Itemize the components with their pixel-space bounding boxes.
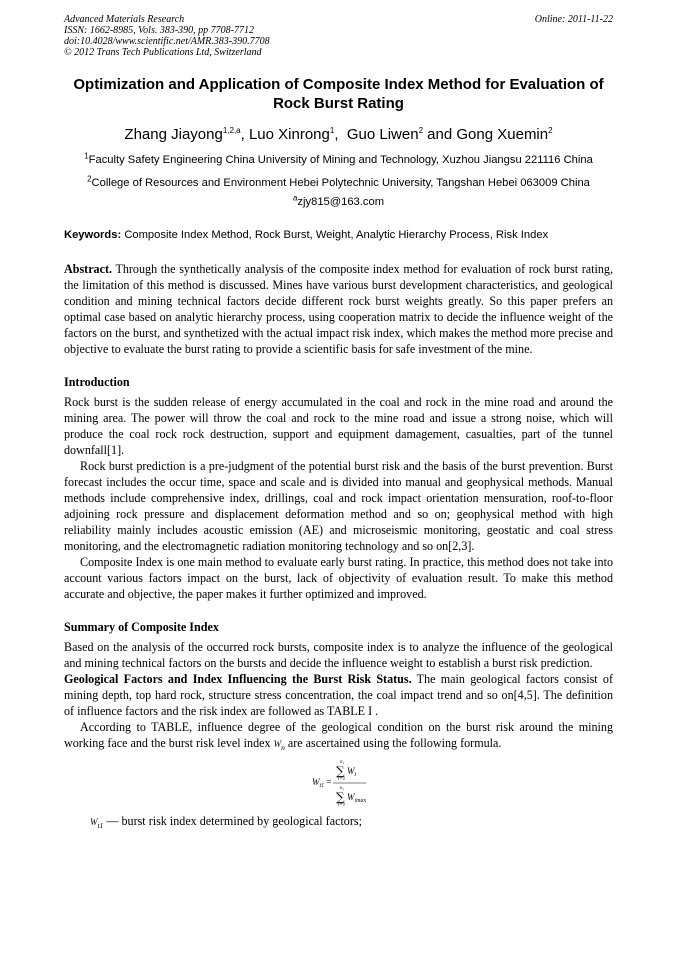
geological-factors-label: Geological Factors and Index Influencing the Burst Risk Status.: [64, 672, 412, 686]
journal-header: [64, 14, 613, 58]
paper-page: [64, 14, 613, 830]
author-sup: 1,2,a: [222, 126, 241, 135]
formula-num-var: $W_i$: [347, 765, 357, 778]
risk-index-formula: [64, 758, 613, 808]
affiliation-text: Faculty Safety Engineering China University of Mining and Technology, Xuzhou Jiangsu 221116 China: [88, 154, 593, 166]
formula-den-sum-bot: i=1: [338, 802, 346, 808]
p3-text-after: are ascertained using the following formula.: [284, 736, 502, 750]
formula-den-sigma: ∑: [336, 789, 345, 804]
author-name: Luo Xinrong: [248, 126, 330, 143]
author-sup: 2: [548, 126, 553, 135]
copyright-line: © 2012 Trans Tech Publications Ltd, Switzerland: [64, 47, 262, 58]
geological-factors-text: The main geological factors consist of mining depth, top hard rock, structure stress concentration, the coal impact trend and so on[4,5]. The definition of influence factors and the risk index are followed as TABLE I .: [64, 672, 613, 718]
formula-num-sum-top: n₁: [340, 759, 345, 765]
abstract-text: Through the synthetically analysis of the composite index method for evaluation of rock burst rating, the limitation of this method is discussed. Mines have various burst development characteristics, and geological condition and mining technical factors decide different rock burst weights greatly. So this paper prefers an optimal case based on analytic hierarchy process, using cooperation matrix to decide the influence weight of the factors on the burst, and synthetized with the actual impact risk index, which makes the method more precise and objective to evaluate the burst rating to provide a scientific basis for safe investment of the mine.: [64, 262, 613, 356]
formula-den-sum-top: n₁: [340, 785, 345, 791]
wt1-definition: [64, 814, 613, 830]
affiliation-2: [64, 176, 613, 190]
summary-paragraph-3: [64, 719, 613, 756]
intro-paragraph-1: Rock burst is the sudden release of energy accumulated in the coal and rock in the mine road and around the mining area. The power will throw the coal and rock to the mine road and issue a strong noise, which will produce the coal rock rock destruction, support and equipment damagement, casualties, part of the tunnel downfall[1].: [64, 395, 613, 457]
wt1-definition-text: — burst risk index determined by geological factors;: [103, 813, 362, 828]
paper-title: Optimization and Application of Composite Index Method for Evaluation of Rock Burst Rating: [73, 76, 604, 112]
author-sep: ,: [240, 126, 249, 143]
email-sup: a: [292, 193, 298, 203]
intro-paragraph-2: Rock burst prediction is a pre-judgment of the potential burst risk and the basis of the burst prevention. Burst forecast includes the occur time, space and scale and is divided into manual and geophysical methods. Manual methods include comprehensive index, drillings, coal and rock impact orientation mensuration, roof-to-floor adjoining rock pressure and displacement deformation method and so on; geophysical method with high reliability mainly includes acoustic emission (AE) and microseismic monitoring, geostatic and coal stress monitoring, and the electromagnetic radiation monitoring technology and so on[2,3].: [64, 459, 613, 553]
keywords: [64, 229, 613, 241]
author-name: Guo Liwen: [346, 126, 419, 143]
author-email: [64, 193, 613, 208]
author-sup: 1: [329, 126, 335, 135]
author-sep: ,: [334, 126, 347, 143]
keywords-text: Composite Index Method, Rock Burst, Weight, Analytic Hierarchy Process, Risk Index: [124, 229, 549, 241]
issn-line: ISSN: 1662-8985, Vols. 383-390, pp 7708-7712: [64, 25, 254, 36]
formula-graphic: [64, 758, 613, 808]
introduction-heading: Introduction: [64, 375, 130, 389]
wn-variable: $W_n$: [273, 739, 285, 752]
author-sup: 2: [418, 126, 424, 135]
summary-paragraph-2: [64, 671, 613, 719]
affiliation-text: College of Resources and Environment Hebei Polytechnic University, Tangshan Hebei 063009 China: [91, 177, 590, 189]
affiliation-sup: 1: [84, 151, 89, 161]
affiliation-sup: 2: [87, 174, 92, 184]
abstract-label: Abstract.: [64, 262, 113, 276]
journal-name: Advanced Materials Research: [64, 14, 185, 25]
formula-num-sigma: ∑: [336, 763, 345, 778]
summary-heading: Summary of Composite Index: [64, 620, 219, 634]
wt1-variable: $W_{t1}$: [90, 816, 104, 830]
author-sep: and: [423, 126, 457, 143]
abstract: [64, 261, 613, 357]
author-name: Gong Xuemin: [456, 126, 549, 143]
affiliation-1: [64, 153, 613, 167]
keywords-label: Keywords:: [64, 229, 122, 241]
doi-line: doi:10.4028/www.scientific.net/AMR.383-390.7708: [64, 36, 270, 47]
intro-paragraph-3: Composite Index is one main method to evaluate early burst rating. In practice, this method does not take into account various factors impact on the burst, lack of objectivity of evaluation result. To make this method accurate and objective, the paper makes it further optimized and improved.: [64, 555, 613, 601]
formula-den-var: $W_{imax}$: [347, 791, 367, 804]
author-name: Zhang Jiayong: [124, 126, 223, 143]
p3-text-before: According to TABLE, influence degree of the geological condition on the burst risk around the mining working face and the burst risk level index: [64, 720, 613, 750]
email-text: zjy815@163.com: [297, 196, 385, 208]
online-date: Online: 2011-11-22: [534, 14, 613, 25]
summary-paragraph-1: Based on the analysis of the occurred rock bursts, composite index is to analyze the influence of the geological and mining technical factors on the bursts and decide the influence weight to establish a burst risk prediction.: [64, 640, 613, 670]
formula-lhs: $W_{t1}$ =: [312, 776, 332, 789]
formula-num-sum-bot: i=1: [338, 776, 346, 782]
author-list: [64, 126, 613, 144]
